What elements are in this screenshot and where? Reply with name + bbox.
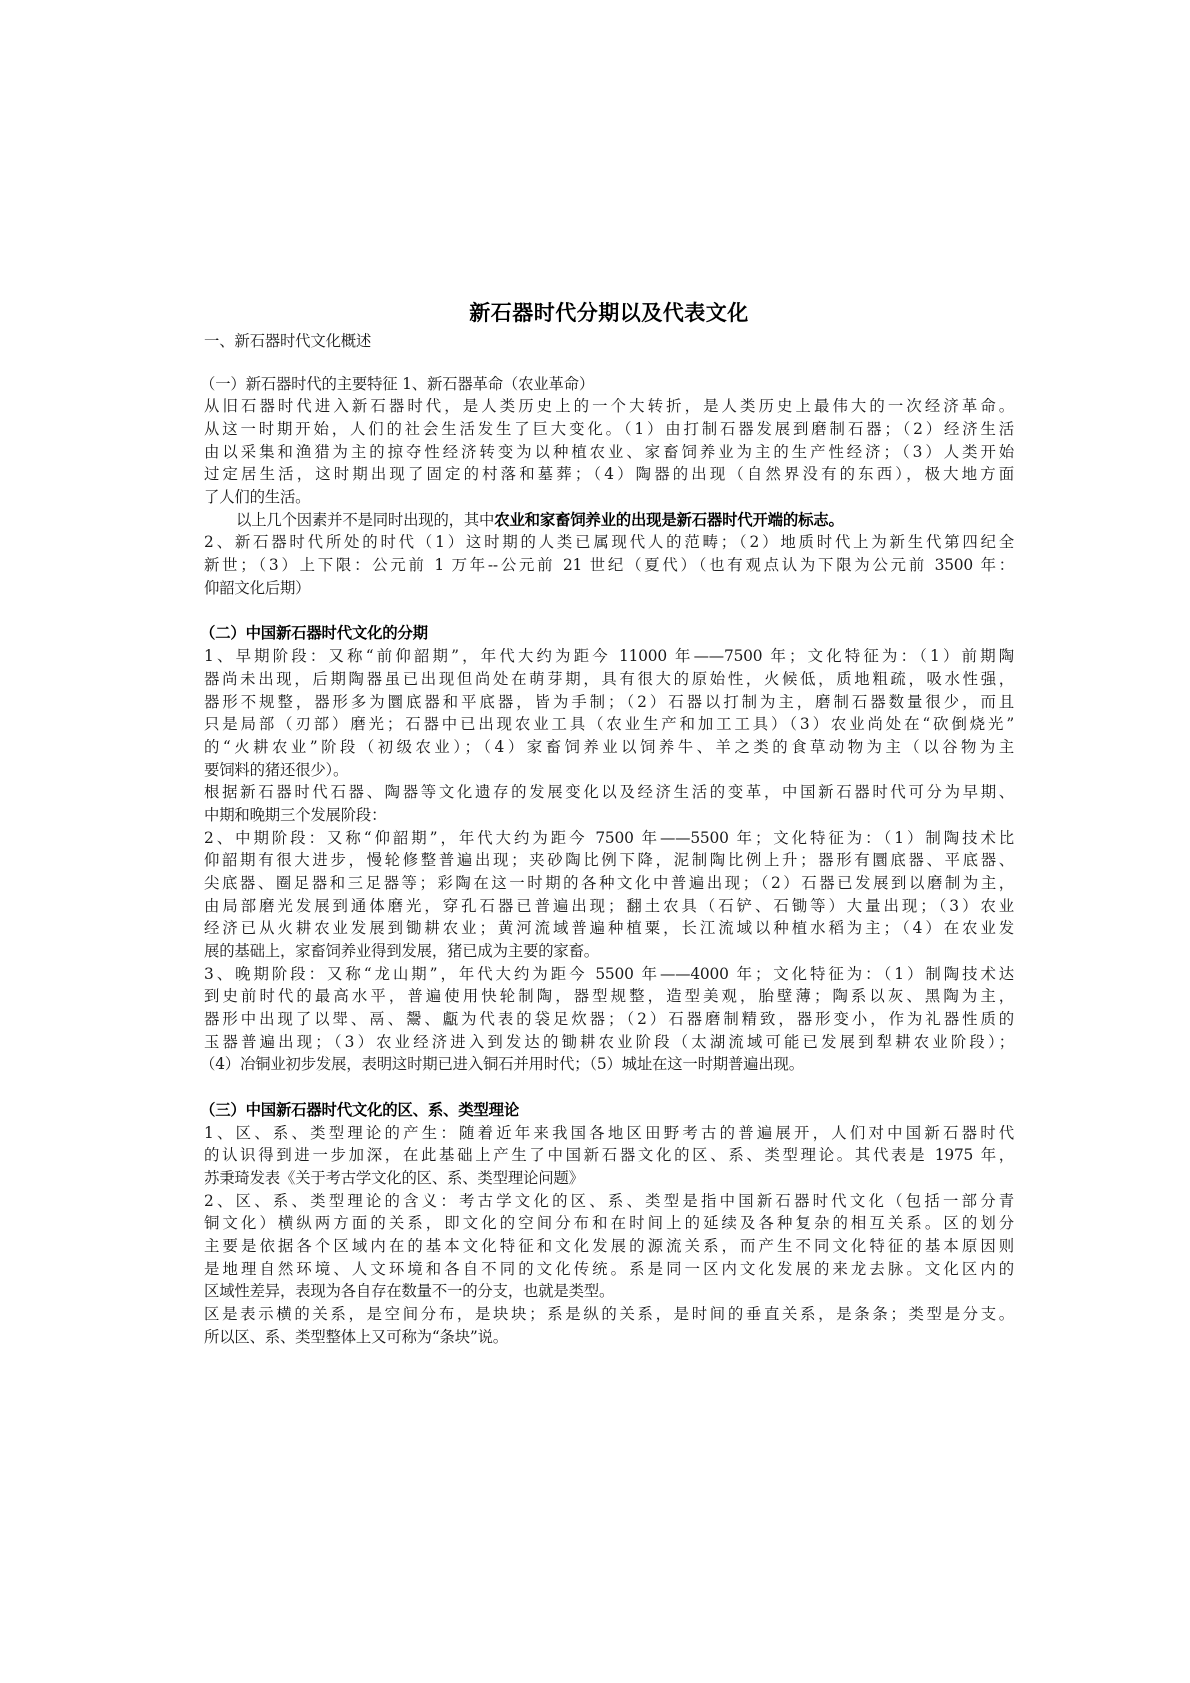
paragraph-line: 主要是依据各个区域内在的基本文化特征和文化发展的源流关系，而产生不同文化特征的基本原因则: [204, 1237, 1014, 1255]
paragraph-line: 区域性差异，表现为各自存在数量不一的分支，也就是类型。: [204, 1282, 615, 1300]
paragraph-line: 由局部磨光发展到通体磨光，穿孔石器已普遍出现；翻土农具（石铲、石锄等）大量出现；（3）农业: [204, 897, 1014, 915]
paragraph-line: 铜文化）横纵两方面的关系，即文化的空间分布和在时间上的延续及各种复杂的相互关系。区的划分: [204, 1214, 1014, 1232]
paragraph-line: 了人们的生活。: [204, 488, 311, 506]
paragraph-line: 苏秉琦发表《关于考古学文化的区、系、类型理论问题》: [204, 1169, 584, 1187]
paragraph-line: 区是表示横的关系，是空间分布，是块块；系是纵的关系，是时间的垂直关系，是条条；类型是分支。: [204, 1305, 1014, 1323]
document-title: 新石器时代分期以及代表文化: [469, 301, 749, 325]
paragraph-line: 2、新石器时代所处的时代（1）这时期的人类已属现代人的范畴；（2）地质时代上为新生代第四纪全: [204, 533, 1014, 551]
paragraph-line: 玉器普遍出现；（3）农业经济进入到发达的锄耕农业阶段（太湖流域可能已发展到犁耕农业阶段）；: [204, 1033, 1014, 1051]
paragraph-line: 仰韶文化后期）: [204, 579, 311, 597]
subsection-heading: （三）中国新石器时代文化的区、系、类型理论: [200, 1101, 520, 1119]
paragraph-line: 的认识得到进一步加深，在此基础上产生了中国新石器文化的区、系、类型理论。其代表是 1975 年，: [204, 1146, 1014, 1164]
paragraph-line: （4）冶铜业初步发展，表明这时期已进入铜石并用时代；（5）城址在这一时期普遍出现。: [200, 1055, 804, 1073]
paragraph-line: 展的基础上，家畜饲养业得到发展，猪已成为主要的家畜。: [204, 942, 599, 960]
paragraph-line: 新世；（3）上下限：公元前 1 万年--公元前 21 世纪（夏代）（也有观点认为下限为公元前 3500 年：: [204, 556, 1014, 574]
subsection-heading: （二）中国新石器时代文化的分期: [200, 624, 428, 642]
emphasis-prefix: 以上几个因素并不是同时出现的，其中: [236, 511, 495, 529]
paragraph-line: 的“火耕农业”阶段（初级农业）；（4）家畜饲养业以饲养牛、羊之类的食草动物为主（以谷物为主: [204, 738, 1014, 756]
paragraph-line: 器形中出现了以斝、鬲、鬶、甗为代表的袋足炊器；（2）石器磨制精致，器形变小，作为礼器性质的: [204, 1010, 1014, 1028]
paragraph-line: 所以区、系、类型整体上又可称为“条块”说。: [204, 1328, 508, 1346]
paragraph-line: 1、早期阶段：又称“前仰韶期”，年代大约为距今 11000 年——7500 年；文化特征为：（1）前期陶: [204, 647, 1014, 665]
paragraph-line: 是地理自然环境、人文环境和各自不同的文化传统。系是同一区内文化发展的来龙去脉。文化区内的: [204, 1260, 1014, 1278]
paragraph-line: 从这一时期开始，人们的社会生活发生了巨大变化。（1）由打制石器发展到磨制石器；（2）经济生活: [204, 420, 1014, 438]
paragraph-line: 仰韶期有很大进步，慢轮修整普遍出现；夹砂陶比例下降，泥制陶比例上升；器形有圜底器、平底器、: [204, 851, 1014, 869]
paragraph-line: 从旧石器时代进入新石器时代，是人类历史上的一个大转折，是人类历史上最伟大的一次经济革命。: [204, 397, 1014, 415]
paragraph-line: 到史前时代的最高水平，普遍使用快轮制陶，器型规整，造型美观，胎壁薄；陶系以灰、黑陶为主，: [204, 987, 1014, 1005]
paragraph-line: 中期和晚期三个发展阶段：: [204, 806, 387, 824]
paragraph-line: 器形不规整，器形多为圜底器和平底器，皆为手制；（2）石器以打制为主，磨制石器数量很少，而且: [204, 693, 1014, 711]
paragraph-line: 器尚未出现，后期陶器虽已出现但尚处在萌芽期，具有很大的原始性，火候低，质地粗疏，吸水性强，: [204, 670, 1014, 688]
paragraph-line: 由以采集和渔猎为主的掠夺性经济转变为以种植农业、家畜饲养业为主的生产性经济；（3）人类开始: [204, 443, 1014, 461]
emphasis-bold-text: 农业和家畜饲养业的出现是新石器时代开端的标志。: [494, 511, 844, 529]
paragraph-line: 要饲料的猪还很少）。: [204, 761, 349, 779]
paragraph-line: 尖底器、圈足器和三足器等；彩陶在这一时期的各种文化中普遍出现；（2）石器已发展到以磨制为主，: [204, 874, 1014, 892]
paragraph-line: 1、区、系、类型理论的产生：随着近年来我国各地区田野考古的普遍展开，人们对中国新石器时代: [204, 1124, 1014, 1142]
paragraph-line: 2、区、系、类型理论的含义：考古学文化的区、系、类型是指中国新石器时代文化（包括一部分青: [204, 1192, 1014, 1210]
paragraph-line: 只是局部（刃部）磨光；石器中已出现农业工具（农业生产和加工工具）（3）农业尚处在“砍倒烧光”: [204, 715, 1014, 733]
emphasis-line: [236, 509, 1014, 531]
paragraph-line: 根据新石器时代石器、陶器等文化遗存的发展变化以及经济生活的变革，中国新石器时代可分为早期、: [204, 783, 1014, 801]
paragraph-line: 经济已从火耕农业发展到锄耕农业；黄河流域普遍种植粟，长江流域以种植水稻为主；（4）在农业发: [204, 919, 1014, 937]
paragraph-line: 过定居生活，这时期出现了固定的村落和墓葬；（4）陶器的出现（自然界没有的东西），极大地方面: [204, 465, 1014, 483]
paragraph-line: 2、中期阶段：又称“仰韶期”，年代大约为距今 7500 年——5500 年；文化特征为：（1）制陶技术比: [204, 829, 1014, 847]
paragraph-line: 3、晚期阶段：又称“龙山期”，年代大约为距今 5500 年——4000 年；文化特征为：（1）制陶技术达: [204, 965, 1014, 983]
section-heading: 一、新石器时代文化概述: [204, 332, 372, 350]
subsection-heading: （一）新石器时代的主要特征 1、新石器革命（农业革命）: [200, 375, 595, 393]
